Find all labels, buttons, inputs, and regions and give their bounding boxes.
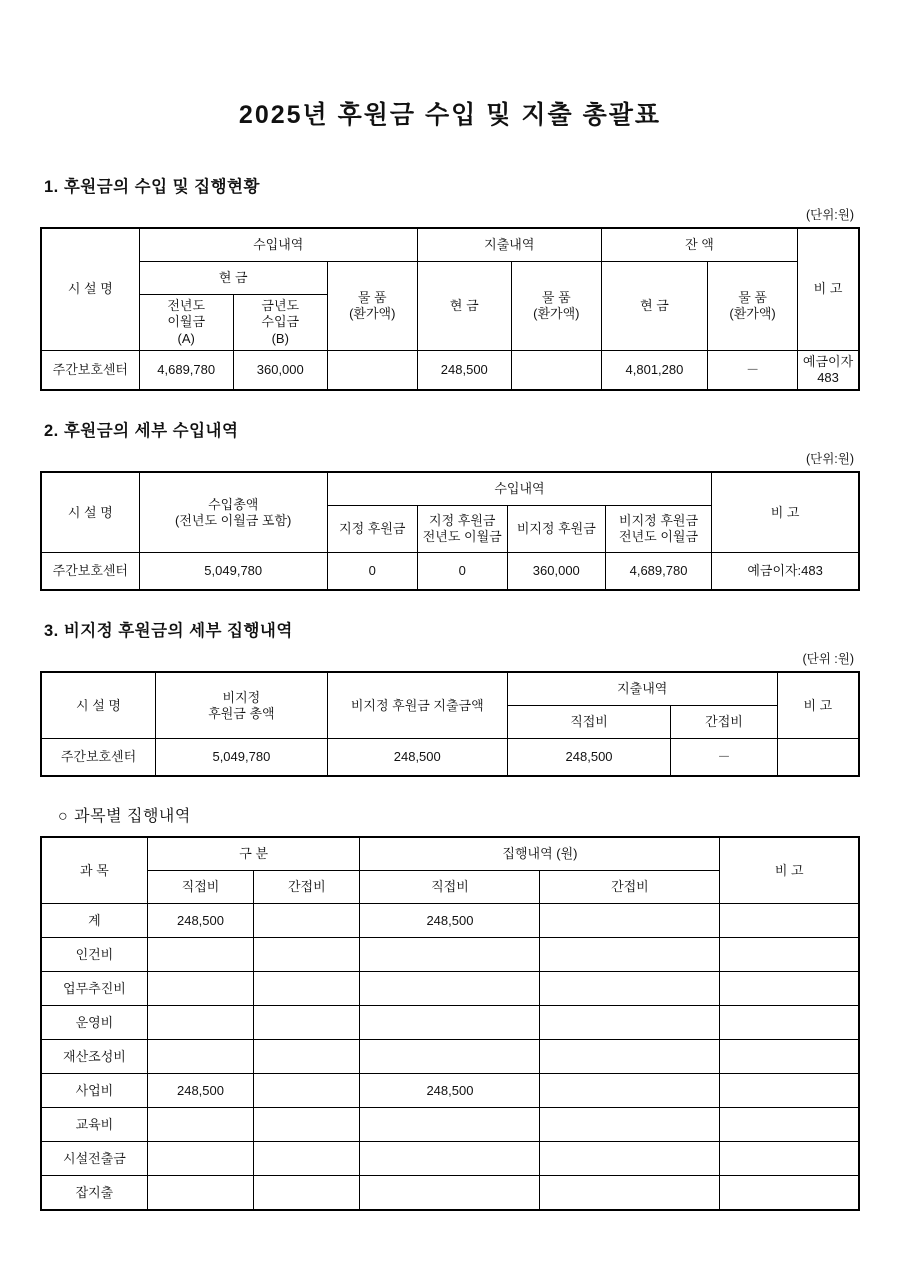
table-row bbox=[41, 904, 859, 938]
cell-remark bbox=[777, 739, 859, 777]
th-remark: 비 고 bbox=[720, 837, 859, 904]
cell-prev-carry: 4,689,780 bbox=[139, 350, 233, 390]
cell-division-direct bbox=[147, 1176, 253, 1211]
cell-division-indirect bbox=[254, 972, 360, 1006]
cell-execution-indirect bbox=[540, 938, 720, 972]
cell-division-indirect bbox=[254, 1108, 360, 1142]
cell-division-direct bbox=[147, 1108, 253, 1142]
th-balance: 잔 액 bbox=[601, 228, 797, 262]
cell-designated-prev: 0 bbox=[417, 553, 507, 591]
th-designated: 지정 후원금 bbox=[327, 506, 417, 553]
cell-expense-goods bbox=[511, 350, 601, 390]
th-designated-prev: 지정 후원금 전년도 이월금 bbox=[417, 506, 507, 553]
th-remark: 비 고 bbox=[712, 472, 859, 553]
th-facility: 시 설 명 bbox=[41, 672, 156, 739]
cell-facility: 주간보호센터 bbox=[41, 553, 139, 591]
section-2-unit: (단위:원) bbox=[805, 452, 854, 467]
cell-remark bbox=[720, 1074, 859, 1108]
th-facility: 시 설 명 bbox=[41, 472, 139, 553]
cell-execution-direct bbox=[360, 1040, 540, 1074]
section-1-heading: 1. 후원금의 수입 및 집행현황 bbox=[44, 178, 260, 196]
circle-bullet-icon: ○ bbox=[58, 808, 69, 826]
cell-direct: 248,500 bbox=[507, 739, 671, 777]
cell-division-direct bbox=[147, 1006, 253, 1040]
section-1-unit: (단위:원) bbox=[805, 208, 854, 222]
cell-division-direct bbox=[147, 1040, 253, 1074]
th-execution-direct: 직접비 bbox=[360, 871, 540, 904]
cell-remark bbox=[720, 1142, 859, 1176]
section-4-heading: ○ 과목별 집행내역 bbox=[58, 808, 191, 826]
th-expense-cash: 현 금 bbox=[417, 262, 511, 351]
th-division: 구 분 bbox=[147, 837, 360, 871]
cell-execution-indirect bbox=[540, 1108, 720, 1142]
cell-total: 5,049,780 bbox=[156, 739, 328, 777]
cell-execution-direct bbox=[360, 1176, 540, 1211]
cell-undesignated-prev: 4,689,780 bbox=[605, 553, 711, 591]
cell-execution-direct bbox=[360, 938, 540, 972]
cell-remark: 예금이자 483 bbox=[798, 350, 859, 390]
cell-undesignated: 360,000 bbox=[507, 553, 605, 591]
cell-division-indirect bbox=[254, 1142, 360, 1176]
th-income-cash-group: 현 금 bbox=[139, 262, 327, 295]
cell-execution-indirect bbox=[540, 1176, 720, 1211]
section-4 bbox=[40, 803, 860, 1211]
cell-income-goods bbox=[327, 350, 417, 390]
cell-remark bbox=[720, 1176, 859, 1211]
th-expense-goods: 물 품 (환가액) bbox=[511, 262, 601, 351]
th-division-indirect: 간접비 bbox=[254, 871, 360, 904]
cell-execution-direct bbox=[360, 1108, 540, 1142]
table-row bbox=[41, 1108, 859, 1142]
th-undesignated: 비지정 후원금 bbox=[507, 506, 605, 553]
cell-execution-indirect bbox=[540, 904, 720, 938]
cell-division-indirect bbox=[254, 1074, 360, 1108]
cell-execution-indirect bbox=[540, 1142, 720, 1176]
cell-division-indirect bbox=[254, 1006, 360, 1040]
cell-execution-direct: 248,500 bbox=[360, 1074, 540, 1108]
cell-facility: 주간보호센터 bbox=[41, 350, 139, 390]
th-balance-goods: 물 품 (환가액) bbox=[708, 262, 798, 351]
table-row bbox=[41, 1176, 859, 1211]
table-income-detail bbox=[40, 471, 860, 591]
th-division-direct: 직접비 bbox=[147, 871, 253, 904]
cell-account: 교육비 bbox=[41, 1108, 147, 1142]
th-income-total: 수입총액 (전년도 이월금 포함) bbox=[139, 472, 327, 553]
table-row bbox=[41, 1074, 859, 1108]
table-row bbox=[41, 553, 859, 591]
cell-division-direct bbox=[147, 972, 253, 1006]
th-facility: 시 설 명 bbox=[41, 228, 139, 350]
cell-execution-direct: 248,500 bbox=[360, 904, 540, 938]
cell-division-indirect bbox=[254, 1176, 360, 1211]
cell-execution-indirect bbox=[540, 972, 720, 1006]
th-execution: 집행내역 (원) bbox=[360, 837, 720, 871]
cell-remark bbox=[720, 1006, 859, 1040]
cell-account: 업무추진비 bbox=[41, 972, 147, 1006]
cell-execution-direct bbox=[360, 1142, 540, 1176]
th-income-goods: 물 품 (환가액) bbox=[327, 262, 417, 351]
th-undesignated-total: 비지정 후원금 총액 bbox=[156, 672, 328, 739]
cell-account: 인건비 bbox=[41, 938, 147, 972]
th-execution-indirect: 간접비 bbox=[540, 871, 720, 904]
cell-remark bbox=[720, 1040, 859, 1074]
table-row bbox=[41, 1142, 859, 1176]
th-account: 과 목 bbox=[41, 837, 147, 904]
cell-division-indirect bbox=[254, 938, 360, 972]
cell-facility: 주간보호센터 bbox=[41, 739, 156, 777]
th-expense-group: 지출내역 bbox=[507, 672, 777, 706]
th-indirect: 간접비 bbox=[671, 706, 777, 739]
table-row bbox=[41, 739, 859, 777]
cell-execution-direct bbox=[360, 972, 540, 1006]
th-remark: 비 고 bbox=[777, 672, 859, 739]
cell-division-direct bbox=[147, 1142, 253, 1176]
cell-remark bbox=[720, 972, 859, 1006]
cell-division-indirect bbox=[254, 904, 360, 938]
section-2-heading: 2. 후원금의 세부 수입내역 bbox=[44, 422, 239, 441]
cell-total: 5,049,780 bbox=[139, 553, 327, 591]
th-income-group: 수입내역 bbox=[327, 472, 711, 506]
table-row bbox=[41, 1006, 859, 1040]
cell-balance-goods: － bbox=[708, 350, 798, 390]
table-row bbox=[41, 972, 859, 1006]
cell-execution-indirect bbox=[540, 1074, 720, 1108]
cell-account: 잡지출 bbox=[41, 1176, 147, 1211]
cell-remark: 예금이자:483 bbox=[712, 553, 859, 591]
cell-division-indirect bbox=[254, 1040, 360, 1074]
cell-division-direct: 248,500 bbox=[147, 1074, 253, 1108]
cell-remark bbox=[720, 904, 859, 938]
section-3-unit: (단위 :원) bbox=[802, 652, 854, 667]
cell-execution-indirect bbox=[540, 1040, 720, 1074]
th-spent-amount: 비지정 후원금 지출금액 bbox=[327, 672, 507, 739]
cell-division-direct: 248,500 bbox=[147, 904, 253, 938]
section-1 bbox=[40, 173, 860, 391]
cell-balance-cash: 4,801,280 bbox=[601, 350, 707, 390]
cell-account: 사업비 bbox=[41, 1074, 147, 1108]
cell-spent: 248,500 bbox=[327, 739, 507, 777]
table-account-execution bbox=[40, 836, 860, 1211]
th-direct: 직접비 bbox=[507, 706, 671, 739]
table-row bbox=[41, 1040, 859, 1074]
cell-expense-cash: 248,500 bbox=[417, 350, 511, 390]
cell-execution-indirect bbox=[540, 1006, 720, 1040]
cell-account: 계 bbox=[41, 904, 147, 938]
th-undesignated-prev: 비지정 후원금 전년도 이월금 bbox=[605, 506, 711, 553]
cell-execution-direct bbox=[360, 1006, 540, 1040]
cell-indirect: － bbox=[671, 739, 777, 777]
th-remark: 비 고 bbox=[798, 228, 859, 350]
cell-designated: 0 bbox=[327, 553, 417, 591]
th-balance-cash: 현 금 bbox=[601, 262, 707, 351]
table-undesignated-execution bbox=[40, 671, 860, 777]
table-donation-status bbox=[40, 227, 860, 391]
section-3-heading: 3. 비지정 후원금의 세부 집행내역 bbox=[44, 622, 293, 641]
cell-division-direct bbox=[147, 938, 253, 972]
cell-account: 운영비 bbox=[41, 1006, 147, 1040]
section-3 bbox=[40, 617, 860, 777]
th-income: 수입내역 bbox=[139, 228, 417, 262]
cell-account: 시설전출금 bbox=[41, 1142, 147, 1176]
cell-remark bbox=[720, 938, 859, 972]
cell-account: 재산조성비 bbox=[41, 1040, 147, 1074]
section-2 bbox=[40, 417, 860, 591]
page-title: 2025년 후원금 수입 및 지출 총괄표 bbox=[238, 101, 662, 129]
th-expense: 지출내역 bbox=[417, 228, 601, 262]
cell-remark bbox=[720, 1108, 859, 1142]
table-row bbox=[41, 350, 859, 390]
table-row bbox=[41, 938, 859, 972]
cell-this-year: 360,000 bbox=[233, 350, 327, 390]
th-this-year-income: 금년도 수입금 (B) bbox=[233, 295, 327, 351]
th-prev-carry: 전년도 이월금 (A) bbox=[139, 295, 233, 351]
